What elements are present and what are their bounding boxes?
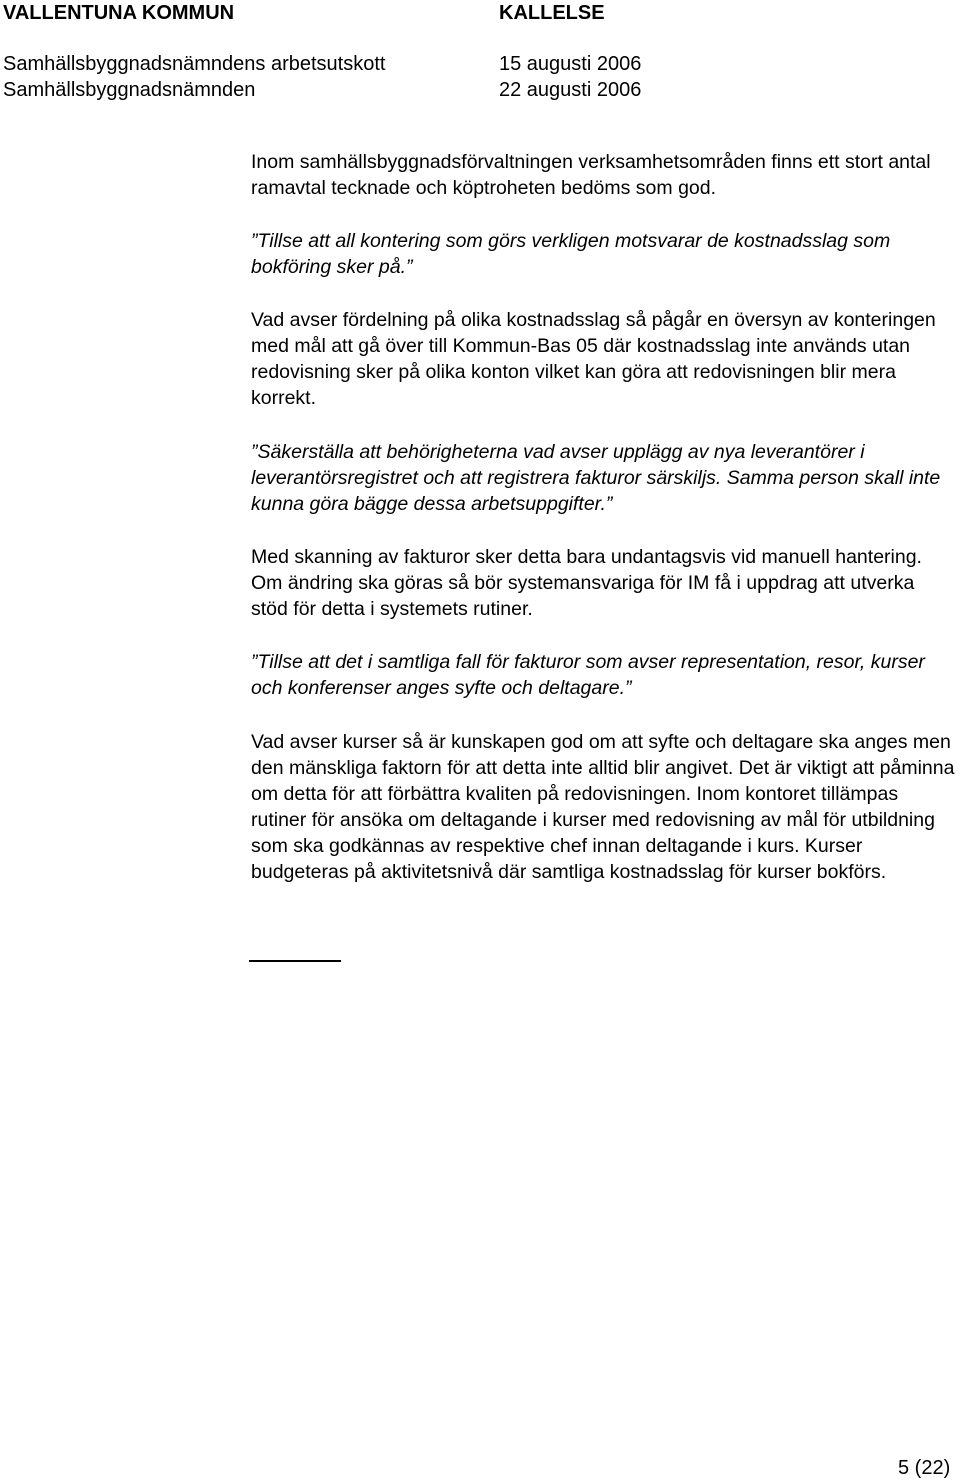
paragraph (251, 307, 956, 411)
recommendation-quote (251, 228, 956, 280)
paragraph (251, 729, 956, 885)
document-type: KALLELSE (499, 2, 605, 24)
paragraph (251, 149, 956, 201)
committee-name: Samhällsbyggnadsnämnden (3, 79, 256, 101)
recommendation-quote (251, 439, 956, 517)
paragraph-text: Vad avser kurser så är kunskapen god om att syfte och deltagare ska anges men den mänskliga faktorn för att detta inte alltid blir angivet. Det är viktigt att påminna om detta för att förbättra kvaliten på redovisningen. Inom kontoret tillämpas rutiner för ansöka om deltagande i kurser med redovisning av mål för utbildning som ska godkännas av respektive chef innan deltagande i kurs. Kurser budgeteras på aktivitetsnivå där samtliga kostnadsslag för kurser bokförs. (251, 731, 955, 883)
quote-text: ”Tillse att all kontering som görs verkligen motsvarar de kostnadsslag som bokföring sker på.” (251, 230, 891, 278)
footnote-separator (249, 960, 341, 962)
paragraph-text: Inom samhällsbyggnadsförvaltningen verksamhetsområden finns ett stort antal ramavtal tecknade och köptroheten bedöms som god. (251, 151, 931, 199)
committee-name: Samhällsbyggnadsnämndens arbetsutskott (3, 53, 386, 75)
paragraph-text: Med skanning av fakturor sker detta bara undantagsvis vid manuell hantering. Om ändring ska göras så bör systemansvariga för IM få i uppdrag att utverka stöd för detta i systemets rutiner. (251, 546, 922, 620)
page-number: 5 (22) (898, 1457, 951, 1479)
meeting-date: 22 augusti 2006 (499, 79, 642, 101)
organization-name: VALLENTUNA KOMMUN (3, 2, 235, 24)
paragraph (251, 544, 956, 622)
recommendation-quote (251, 649, 956, 701)
meeting-date: 15 augusti 2006 (499, 53, 642, 75)
quote-text: ”Säkerställa att behörigheterna vad avser upplägg av nya leverantörer i leverantörsregistret och att registrera fakturor särskiljs. Samma person skall inte kunna göra bägge dessa arbetsuppgifter.” (251, 441, 941, 515)
paragraph-text: Vad avser fördelning på olika kostnadsslag så pågår en översyn av konteringen med mål att gå över till Kommun-Bas 05 där kostnadsslag inte används utan redovisning sker på olika konton vilket kan göra att redovisningen blir mera korrekt. (251, 309, 936, 409)
quote-text: ”Tillse att det i samtliga fall för fakturor som avser representation, resor, kurser och konferenser anges syfte och deltagare.” (251, 651, 925, 699)
